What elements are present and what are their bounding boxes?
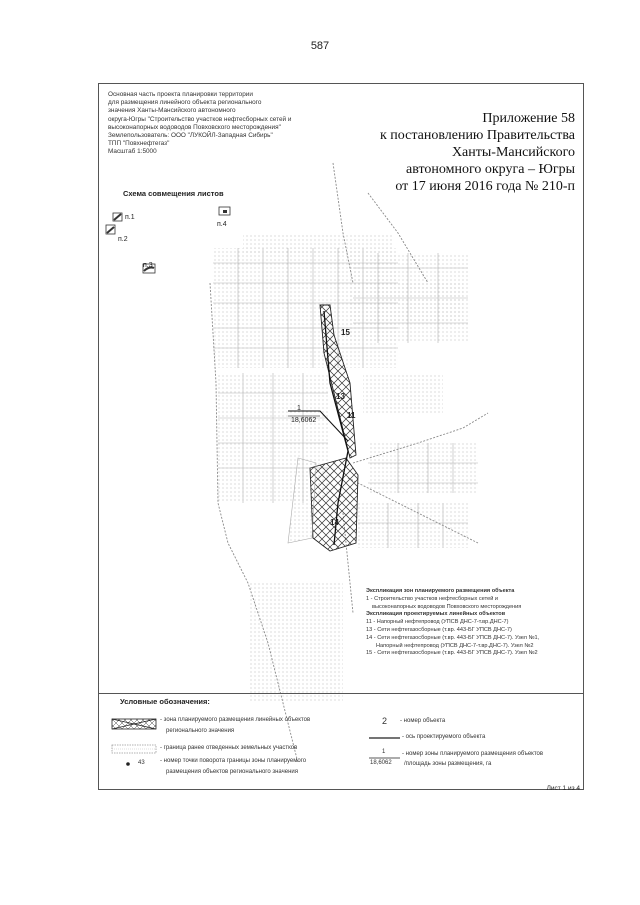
project-info-line: Масштаб 1:5000 — [108, 148, 157, 156]
symbol-point-desc-2: размещения объектов регионального значения — [166, 769, 299, 775]
symbol-point-dot — [126, 762, 130, 766]
project-info-line: Основная часть проекта планировки территории — [108, 91, 253, 98]
page-number: 587 — [310, 40, 330, 52]
object-label-13: 13 — [336, 392, 345, 401]
explication-zones-title: Экспликация зон планируемого размещения объекта — [366, 588, 515, 594]
explication-object-line: Напорный нефтепровод (УПСВ ДНС-7-т.вр.ДНС-7). Узел №2 — [376, 642, 534, 649]
sheet-label-3: п.3 — [143, 262, 153, 269]
explication — [366, 588, 539, 658]
object-label-15: 15 — [341, 328, 350, 337]
symbol-zone-area-sample: 18,6062 — [370, 760, 392, 766]
legend-divider — [98, 693, 584, 694]
symbol-zone-number-desc-2: /площадь зоны размещения, га — [404, 761, 492, 767]
symbol-object-number-desc: - номер объекта — [400, 718, 446, 724]
project-info-line: Землепользователь: ООО "ЛУКОЙЛ-Западная Сибирь" — [108, 132, 273, 140]
appendix-line: Приложение 58 — [482, 111, 575, 126]
symbol-swatches — [110, 717, 160, 779]
explication-object-line: 14 - Сети нефтегазосборные (т.вр. 443-БГ УПСВ ДНС-7). Узел №1, — [366, 634, 540, 641]
symbol-zone-swatch — [112, 719, 156, 729]
symbol-zone-desc-1: - зона планируемого размещения линейных объектов — [160, 717, 311, 723]
symbol-boundary-swatch — [112, 745, 156, 753]
explication-zone-line: 1 - Строительство участков нефтесборных сетей и — [366, 595, 499, 602]
map-drawing — [98, 83, 584, 790]
explication-object-line: 13 - Сети нефтегазосборные (т.вр. 443-БГ УПСВ ДНС-7) — [366, 626, 512, 633]
explication-object-line: 11 - Напорный нефтепровод (УПСВ ДНС-7-т.вр.ДНС-7) — [366, 619, 509, 626]
symbol-zone-number-desc-1: - номер зоны планируемого размещения объектов — [402, 751, 544, 757]
project-info-line: для размещения линейного объекта регионального — [108, 99, 262, 107]
appendix-line: к постановлению Правительства — [379, 128, 575, 143]
scheme-title: Схема совмещения листов — [123, 189, 224, 198]
symbol-boundary-desc: - граница ранее отведенных земельных участков — [160, 745, 298, 751]
symbol-object-number-sample: 2 — [382, 716, 388, 726]
symbols-title: Условные обозначения: — [120, 697, 210, 706]
symbol-zone-desc-2: регионального значения — [166, 728, 235, 734]
symbol-axis-desc: - ось проектируемого объекта — [402, 734, 486, 740]
appendix-line: Ханты-Мансийского — [451, 145, 575, 160]
zone-area-label: 18,6062 — [291, 417, 317, 424]
object-label-14: 14 — [330, 518, 339, 527]
explication-object-line: 15 - Сети нефтегазосборные (т.вр. 443-БГ УПСВ ДНС-7). Узел №2 — [366, 650, 538, 657]
symbol-point-number: 43 — [138, 760, 145, 766]
sheet-index-4 — [219, 207, 230, 215]
sheet-label-1: п.1 — [125, 214, 135, 221]
sheet-index-1 — [113, 213, 122, 221]
symbol-point-desc-1: - номер точки поворота границы зоны планируемого — [160, 758, 307, 764]
sheet-counter: Лист 1 из 4 — [546, 785, 580, 792]
appendix-line: автономного округа – Югры — [406, 162, 575, 177]
project-info-line: ТПП "Повхнефтегаз" — [108, 140, 170, 148]
explication-objects-title: Экспликация проектируемых линейных объектов — [366, 611, 506, 618]
explication-zone-line: высоконапорных водоводов Повховского месторождения — [372, 603, 522, 610]
project-info-line: округа-Югры "Строительство участков нефтесборных сетей и — [108, 115, 292, 123]
project-info-line: высоконапорных водоводов Повховского месторождения" — [108, 123, 281, 131]
symbol-zone-number-sample: 1 — [382, 749, 386, 755]
object-label-11: 11 — [347, 411, 356, 420]
appendix-line: от 17 июня 2016 года № 210-п — [395, 179, 575, 194]
project-info-line: значения Ханты-Мансийского автономного — [108, 107, 236, 115]
zone-number-label: 1 — [297, 405, 301, 412]
sheet-label-2: п.2 — [118, 236, 128, 243]
sheet-label-4: п.4 — [217, 221, 227, 228]
sheet-index-2 — [106, 225, 115, 234]
